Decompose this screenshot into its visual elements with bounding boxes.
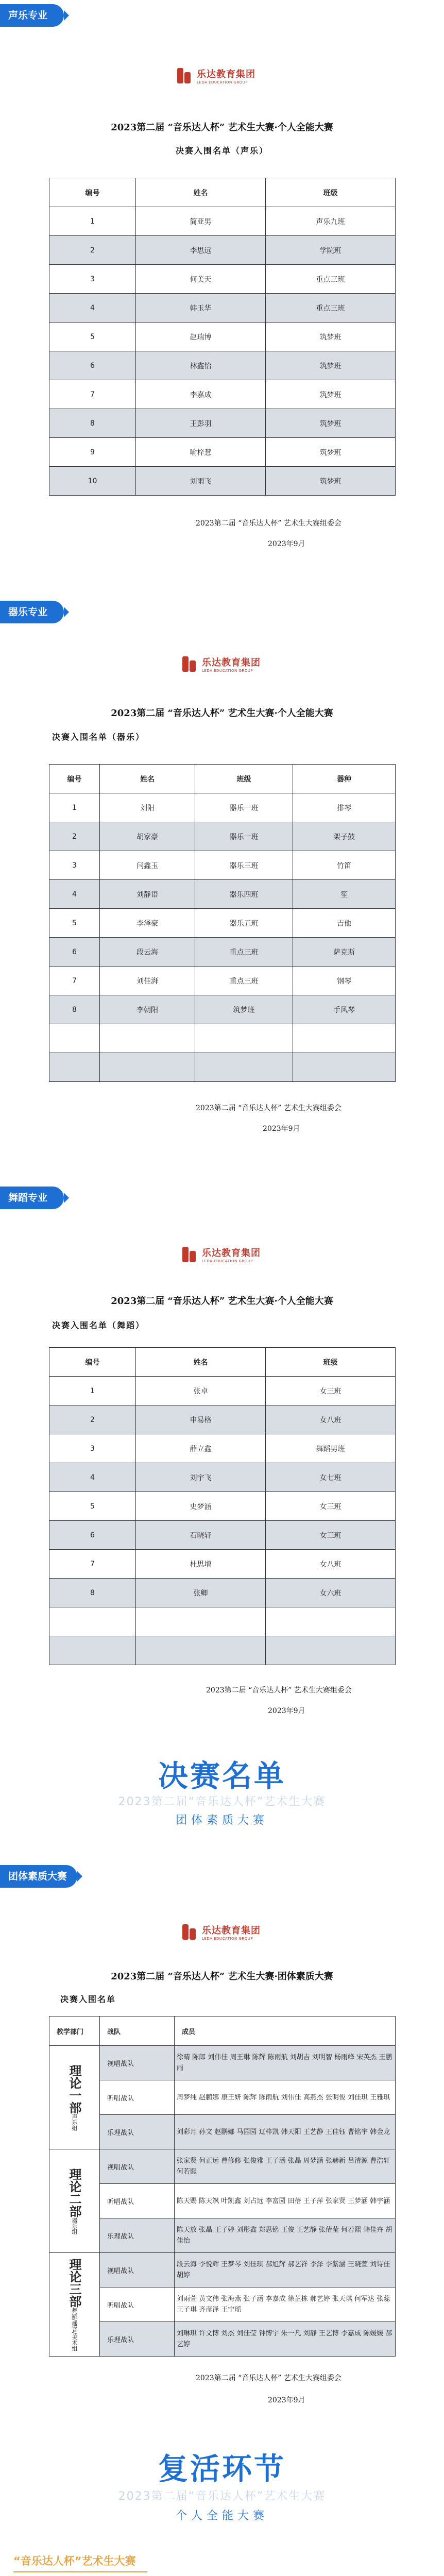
table-cell: 女三班 [266, 1492, 396, 1521]
footer-date: 2023年9月 [268, 540, 305, 548]
table-cell: 竹笛 [293, 851, 396, 880]
table-row [49, 2115, 396, 2149]
table-row [49, 467, 396, 496]
table-cell: 10 [49, 467, 136, 496]
team-members-cell: 刘琳琪 许文博 刘杰 刘佳莹 钟博宇 朱一凡 刘静 王艺博 李嘉成 陈媛媛 郝艺婷 [175, 2322, 396, 2357]
team-name-cell: 乐理战队 [100, 2115, 175, 2149]
table-cell: 张卿 [136, 1579, 266, 1607]
table-row [49, 967, 396, 995]
table-cell: 7 [49, 380, 136, 409]
sheet-title: 2023第二届 “音乐达人杯” 艺术生大赛·个人全能大赛 [111, 122, 333, 133]
dept-name: 理论一部 [67, 2064, 82, 2114]
table-cell: 器乐一班 [195, 822, 293, 851]
col-header: 器种 [293, 765, 396, 793]
table-cell: 何美天 [136, 265, 266, 294]
table-cell: 6 [49, 1521, 136, 1550]
roster-table-dance [49, 1347, 396, 1665]
table-cell: 钢琴 [293, 967, 396, 995]
table-cell: 5 [49, 323, 136, 351]
table-cell: 筑梦班 [266, 323, 396, 351]
logo-name: 乐达教育集团 [202, 1248, 261, 1259]
table-cell: 1 [49, 793, 100, 822]
table-cell: 李泽豪 [100, 909, 195, 938]
table-cell [49, 1636, 136, 1665]
table-cell: 闫鑫玉 [100, 851, 195, 880]
table-cell: 韩玉华 [136, 294, 266, 323]
table-row [49, 380, 396, 409]
banner-final-title: 决赛名单 [158, 1758, 286, 1793]
dept-subgroup: 器乐组 [71, 2217, 78, 2234]
team-name-cell: 乐理战队 [100, 2218, 175, 2253]
table-cell [195, 1053, 293, 1082]
table-cell: 舞蹈男班 [266, 1434, 396, 1463]
team-roster-table [49, 2016, 396, 2357]
team-members-cell: 刘雨萱 黄文伟 张海燕 张子涵 李嘉成 徐芷栋 郝艺婷 张天琪 何军达 张蕊 王子琪 齐彦泽 王宁瑶 [175, 2287, 396, 2322]
footer-organizer: 2023第二届 “音乐达人杯” 艺术生大赛组委会 [206, 1686, 352, 1694]
team-name-cell: 视唱战队 [100, 2253, 175, 2287]
table-cell: 器乐五班 [195, 909, 293, 938]
banner-revival-caption: 个人全能大赛 [175, 2510, 268, 2522]
table-cell: 女三班 [266, 1521, 396, 1550]
revival-event: “音乐达人杯”艺术生大赛 [13, 2555, 136, 2567]
table-cell: 重点三班 [266, 294, 396, 323]
table-row [49, 851, 396, 880]
table-cell: 器乐一班 [195, 793, 293, 822]
table-row [49, 822, 396, 851]
table-cell [293, 1024, 396, 1053]
table-row-empty [49, 1024, 396, 1053]
banner-final-caption: 团体素质大赛 [175, 1814, 268, 1827]
col-header: 教学部门 [49, 2016, 100, 2046]
team-name-cell: 听唱战队 [100, 2287, 175, 2322]
table-cell: 8 [49, 995, 100, 1024]
table-cell: 筑梦班 [266, 351, 396, 380]
table-cell [136, 1607, 266, 1636]
col-header: 战队 [100, 2016, 175, 2046]
table-cell: 8 [49, 409, 136, 438]
col-header: 姓名 [136, 178, 266, 207]
table-cell: 重点三班 [195, 938, 293, 967]
table-cell: 排琴 [293, 793, 396, 822]
col-header: 姓名 [100, 765, 195, 793]
sheet-subtitle: 决赛入围名单 [60, 1994, 116, 2004]
team-members-cell: 陈天赐 陈天飒 叶凯鑫 刘占远 李富园 田蓓 王子萍 张家贤 王梦涵 韩宇涵 [175, 2184, 396, 2218]
banner-revival-title: 复活环节 [158, 2451, 286, 2486]
table-row [49, 2080, 396, 2115]
team-name-cell: 听唱战队 [100, 2184, 175, 2218]
table-cell: 3 [49, 851, 100, 880]
team-members-cell: 段云海 李悦辉 王梦琴 刘佳琪 郝旭辉 郝艺祥 李泽 李紫涵 王晓萱 刘诗佳 胡婷 [175, 2253, 396, 2287]
sheet-title: 2023第二届 “音乐达人杯” 艺术生大赛·团体素质大赛 [111, 1971, 333, 1982]
table-cell: 6 [49, 351, 136, 380]
table-cell: 申易格 [136, 1405, 266, 1434]
roster-table-vocal [49, 178, 396, 496]
table-cell: 林鑫怡 [136, 351, 266, 380]
table-cell: 5 [49, 909, 100, 938]
section-tag-instrumental: 器乐专业 [0, 601, 64, 623]
sheet-subtitle: 决赛入围名单（舞蹈） [52, 1320, 145, 1330]
revival-section [13, 2553, 431, 2576]
table-cell [266, 1607, 396, 1636]
table-cell: 7 [49, 967, 100, 995]
table-cell: 女七班 [266, 1463, 396, 1492]
section-tag-vocal: 声乐专业 [0, 4, 64, 27]
table-cell: 吉他 [293, 909, 396, 938]
footer-organizer: 2023第二届 “音乐达人杯” 艺术生大赛组委会 [196, 519, 341, 528]
brand-logo [180, 655, 261, 673]
table-cell: 架子鼓 [293, 822, 396, 851]
table-cell: 刘宇飞 [136, 1463, 266, 1492]
table-row [49, 351, 396, 380]
section-tag-dance: 舞蹈专业 [0, 1187, 64, 1209]
brand-logo [180, 1246, 261, 1263]
banner-final-ghost: 2023第二届“音乐达人杯”艺术生大赛 [118, 1795, 326, 1808]
logo-english: LEDA EDUCATION GROUP [197, 80, 248, 84]
logo-english: LEDA EDUCATION GROUP [202, 1259, 253, 1263]
footer-organizer: 2023第二届 “音乐达人杯” 艺术生大赛组委会 [196, 1104, 341, 1112]
table-row [49, 2046, 396, 2080]
table-cell: 1 [49, 1377, 136, 1405]
table-cell: 筑梦班 [266, 409, 396, 438]
table-row [49, 265, 396, 294]
table-row-empty [49, 1607, 396, 1636]
table-cell: 刘阳 [100, 793, 195, 822]
table-row [49, 323, 396, 351]
table-row [49, 294, 396, 323]
table-row [49, 2322, 396, 2357]
dept-subgroup: 声乐组 [71, 2113, 78, 2131]
team-members-cell: 徐晴 陈郎 刘伟佳 周王琳 陈辉 陈雨航 刘胡吉 刘明智 杨雨峰 宋英杰 王鹏雨 [175, 2046, 396, 2080]
table-cell: 筑梦班 [266, 438, 396, 467]
table-cell: 1 [49, 207, 136, 236]
team-members-cell: 张家贤 何正远 曹修修 张俊雅 王子涵 张晶 周梦涵 张赫新 吕清源 曹浩轩 何若熙 [175, 2149, 396, 2184]
table-cell [49, 1053, 100, 1082]
table-row [49, 1550, 396, 1579]
footer-date: 2023年9月 [268, 1707, 305, 1715]
table-cell: 器乐四班 [195, 880, 293, 909]
logo-name: 乐达教育集团 [202, 657, 261, 668]
table-cell: 学院班 [266, 236, 396, 265]
table-cell: 筑梦班 [195, 995, 293, 1024]
table-cell: 4 [49, 294, 136, 323]
logo-english: LEDA EDUCATION GROUP [202, 669, 253, 673]
team-members-cell: 刘彩月 孙文 赵鹏娜 马园园 辽梓凯 韩天阳 王艺静 王佳钰 曹铭宇 韩金龙 [175, 2115, 396, 2149]
table-row [49, 207, 396, 236]
team-name-cell: 听唱战队 [100, 2080, 175, 2115]
team-members-cell: 周梦纯 赵鹏娜 康王妍 陈辉 陈雨航 刘伟佳 高燕杰 张明俊 刘佳琪 王雅琪 [175, 2080, 396, 2115]
table-row [49, 1521, 396, 1550]
table-cell: 3 [49, 265, 136, 294]
table-cell: 女八班 [266, 1550, 396, 1579]
col-header: 编号 [49, 178, 136, 207]
table-cell: 简亚男 [136, 207, 266, 236]
team-name-cell: 乐理战队 [100, 2322, 175, 2357]
table-cell: 王彭羽 [136, 409, 266, 438]
table-cell: 萨克斯 [293, 938, 396, 967]
col-header: 班级 [266, 178, 396, 207]
table-cell: 李朝阳 [100, 995, 195, 1024]
table-row [49, 1492, 396, 1521]
table-cell [49, 1024, 100, 1053]
table-cell: 女三班 [266, 1377, 396, 1405]
table-cell: 薛立鑫 [136, 1434, 266, 1463]
table-cell: 重点三班 [266, 265, 396, 294]
table-cell: 女八班 [266, 1405, 396, 1434]
team-name-cell: 视唱战队 [100, 2046, 175, 2080]
table-cell: 2 [49, 822, 100, 851]
table-cell: 7 [49, 1550, 136, 1579]
banner-revival-ghost: 2023第二届“音乐达人杯”艺术生大赛 [118, 2490, 326, 2503]
table-row [49, 1463, 396, 1492]
brand-logo [175, 67, 255, 84]
table-cell: 4 [49, 880, 100, 909]
dept-subgroup: 舞蹈/播音/美术组 [71, 2307, 78, 2351]
table-cell: 2 [49, 236, 136, 265]
footer-date: 2023年9月 [263, 1125, 300, 1133]
table-cell: 史梦涵 [136, 1492, 266, 1521]
table-cell: 笙 [293, 880, 396, 909]
sheet-subtitle: 决赛入围名单（器乐） [52, 732, 145, 742]
logo-name: 乐达教育集团 [202, 1925, 261, 1936]
team-name-cell: 视唱战队 [100, 2149, 175, 2184]
table-cell: 喻梓慧 [136, 438, 266, 467]
table-row [49, 880, 396, 909]
logo-mark-icon [180, 1923, 198, 1941]
table-cell: 段云海 [100, 938, 195, 967]
table-cell: 声乐九班 [266, 207, 396, 236]
col-header: 班级 [266, 1348, 396, 1377]
table-cell: 杜思增 [136, 1550, 266, 1579]
table-row-empty [49, 1053, 396, 1082]
table-cell: 5 [49, 1492, 136, 1521]
roster-table-instrumental [49, 764, 396, 1082]
table-cell: 重点三班 [195, 967, 293, 995]
table-cell [100, 1053, 195, 1082]
dept-name: 理论三部 [67, 2258, 82, 2308]
table-row [49, 2218, 396, 2253]
table-row [49, 1377, 396, 1405]
table-cell: 9 [49, 438, 136, 467]
table-cell: 刘雨飞 [136, 467, 266, 496]
table-cell: 胡家豪 [100, 822, 195, 851]
table-cell: 3 [49, 1434, 136, 1463]
table-cell [100, 1024, 195, 1053]
table-row [49, 1579, 396, 1607]
table-cell: 张卓 [136, 1377, 266, 1405]
table-row [49, 793, 396, 822]
table-cell [293, 1053, 396, 1082]
table-cell: 刘佳湃 [100, 967, 195, 995]
logo-mark-icon [175, 67, 193, 84]
col-header: 姓名 [136, 1348, 266, 1377]
col-header: 编号 [49, 1348, 136, 1377]
table-row [49, 2149, 396, 2184]
table-row [49, 909, 396, 938]
table-cell: 李嘉成 [136, 380, 266, 409]
table-cell: 6 [49, 938, 100, 967]
sheet-title: 2023第二届 “音乐达人杯” 艺术生大赛·个人全能大赛 [111, 708, 333, 719]
table-cell: 2 [49, 1405, 136, 1434]
table-row [49, 2253, 396, 2287]
table-cell: 女六班 [266, 1579, 396, 1607]
sheet-subtitle: 决赛入围名单（声乐） [175, 146, 268, 156]
table-cell: 刘静语 [100, 880, 195, 909]
logo-mark-icon [180, 1246, 198, 1263]
table-cell: 筑梦班 [266, 380, 396, 409]
col-header: 班级 [195, 765, 293, 793]
logo-name: 乐达教育集团 [197, 69, 255, 80]
table-cell [266, 1636, 396, 1665]
table-cell: 石晓轩 [136, 1521, 266, 1550]
dept-cell [49, 2046, 100, 2149]
table-row [49, 438, 396, 467]
table-cell: 8 [49, 1579, 136, 1607]
footer-date: 2023年9月 [268, 2396, 305, 2404]
table-row [49, 409, 396, 438]
dept-cell [49, 2253, 100, 2357]
table-cell [195, 1024, 293, 1053]
table-cell [136, 1636, 266, 1665]
table-row [49, 236, 396, 265]
table-row [49, 938, 396, 967]
table-cell: 4 [49, 1463, 136, 1492]
footer-organizer: 2023第二届 “音乐达人杯” 艺术生大赛组委会 [196, 2374, 341, 2382]
table-cell: 器乐三班 [195, 851, 293, 880]
col-header: 成员 [175, 2016, 396, 2046]
table-row [49, 995, 396, 1024]
dept-cell [49, 2149, 100, 2253]
sheet-title: 2023第二届 “音乐达人杯” 艺术生大赛·个人全能大赛 [111, 1296, 333, 1307]
table-cell: 手风琴 [293, 995, 396, 1024]
table-cell: 李思远 [136, 236, 266, 265]
table-row [49, 1434, 396, 1463]
dept-name: 理论二部 [67, 2167, 82, 2217]
table-row-empty [49, 1636, 396, 1665]
col-header: 编号 [49, 765, 100, 793]
team-members-cell: 陈天放 张晶 王子婷 刘彤鑫 郑思铭 王俊 王艺静 张倩莹 何若熙 韩佳卉 胡佳怡 [175, 2218, 396, 2253]
logo-mark-icon [180, 655, 198, 673]
logo-english: LEDA EDUCATION GROUP [202, 1937, 253, 1941]
table-cell [49, 1607, 136, 1636]
table-row [49, 2287, 396, 2322]
section-tag-team: 团体素质大赛 [0, 1865, 77, 1888]
table-cell: 赵瑞博 [136, 323, 266, 351]
table-row [49, 2184, 396, 2218]
table-cell: 筑梦班 [266, 467, 396, 496]
table-row [49, 1405, 396, 1434]
divider [13, 2571, 147, 2572]
brand-logo [180, 1923, 261, 1941]
